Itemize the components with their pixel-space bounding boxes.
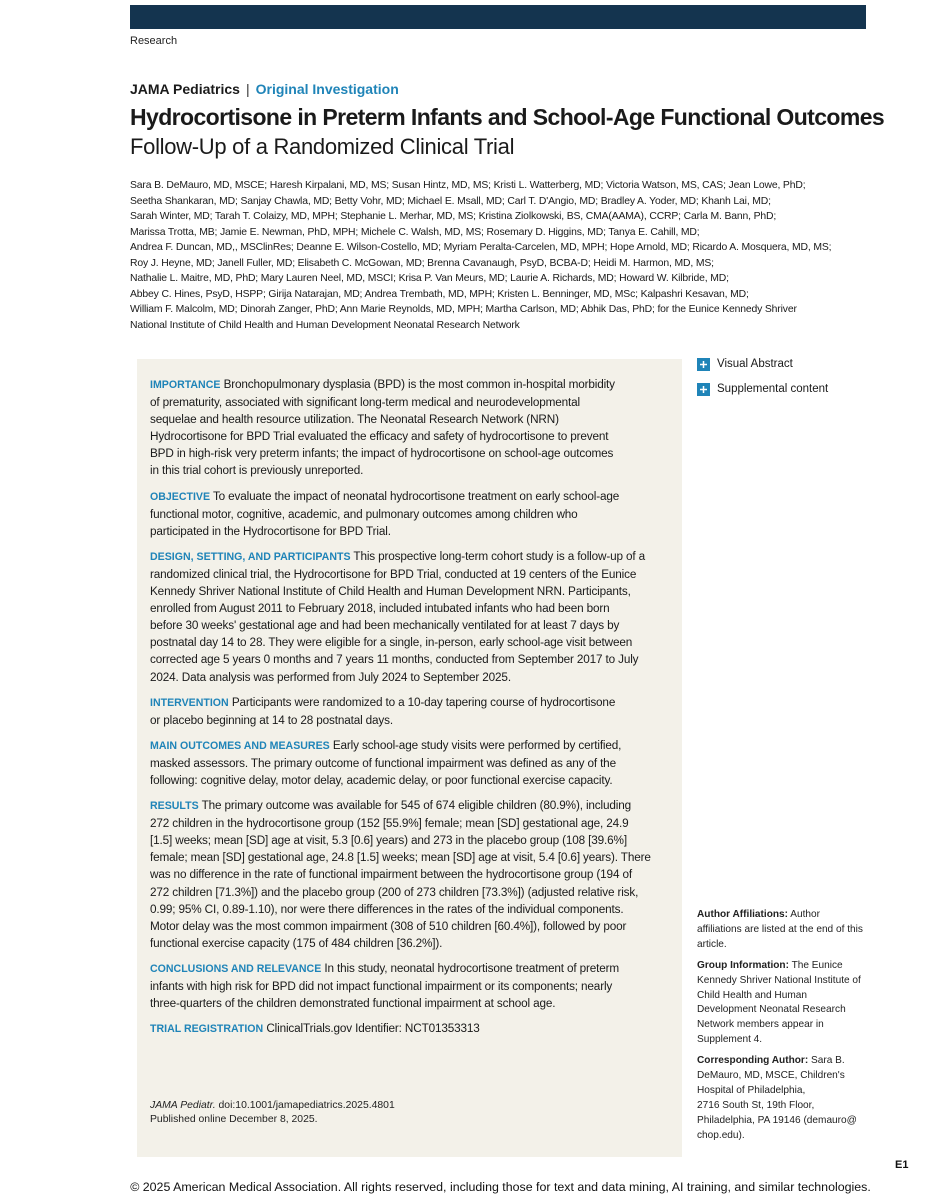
abstract-line — [150, 960, 670, 978]
abstract-heading: DESIGN, SETTING, AND PARTICIPANTS — [150, 550, 351, 563]
abstract-line: before 30 weeks' gestational age and had been mechanically ventilated for at least 7 days by — [150, 619, 620, 633]
abstract-box — [137, 359, 682, 1157]
abstract-line — [150, 488, 670, 506]
note-line — [697, 908, 869, 923]
note-label: Author Affiliations: — [697, 909, 789, 920]
abstract-line: or placebo beginning at 14 to 28 postnatal days. — [150, 713, 393, 727]
abstract-text: Early school-age study visits were performed by certified, — [332, 738, 622, 752]
abstract-line — [150, 694, 670, 712]
abstract-line — [150, 548, 670, 566]
citation-journal: JAMA Pediatr. — [150, 1100, 216, 1111]
abstract-body — [150, 376, 670, 1046]
abstract-line: randomized clinical trial, the Hydrocortisone for BPD Trial, conducted at 19 centers of the Eunice — [150, 567, 637, 581]
note-line — [697, 959, 869, 974]
note-line: Hospital of Philadelphia, — [697, 1084, 806, 1096]
author-line: Sarah Winter, MD; Tarah T. Colaizy, MD, MPH; Stephanie L. Merhar, MD, MS; Kristina Ziolkowski, BS, CMA(AAMA), CCRP; Carla M. Bann, PhD; — [130, 211, 777, 223]
abstract-text[interactable]: ClinicalTrials.gov Identifier: NCT01353313 — [266, 1022, 480, 1036]
citation — [150, 1099, 395, 1127]
abstract-line: sequelae and health resource utilization. The Neonatal Research Network (NRN) — [150, 413, 559, 427]
author-line: Andrea F. Duncan, MD,, MSClinRes; Deanne E. Wilson-Costello, MD; Myriam Peralta-Carcelen, MD, MPH; Hope Arnold, MD; Ricardo A. Mosquera, MD, MS; — [130, 242, 832, 254]
abstract-line: functional motor, cognitive, academic, and pulmonary outcomes among children who — [150, 507, 578, 521]
side-links — [697, 356, 828, 406]
abstract-text: Participants were randomized to a 10-day tapering course of hydrocortisone — [231, 695, 616, 709]
abstract-line: postnatal day 14 to 28. They were eligible for a single, in-person, early school-age visit between — [150, 636, 633, 650]
note-line: Philadelphia, PA 19146 (demauro@ — [697, 1114, 857, 1126]
abstract-line: 272 children in the hydrocortisone group (152 [55.9%] female; mean [SD] gestational age, 24.9 — [150, 817, 629, 831]
note-line: DeMauro, MD, MSCE, Children's — [697, 1070, 845, 1082]
header-bar — [130, 5, 866, 29]
note-line: 2716 South St, 19th Floor, — [697, 1099, 815, 1111]
note-label: Corresponding Author: — [697, 1055, 809, 1067]
abstract-line — [150, 1020, 670, 1038]
article-title: Hydrocortisone in Preterm Infants and School-Age Functional Outcomes — [130, 104, 885, 130]
abstract-line — [150, 737, 670, 755]
group-information-note — [697, 959, 869, 1048]
citation-doi-line — [150, 1099, 395, 1113]
abstract-line: masked assessors. The primary outcome of functional impairment was defined as any of the — [150, 756, 616, 770]
abstract-line: Hydrocortisone for BPD Trial evaluated the efficacy and safety of hydrocortisone to prevent — [150, 430, 609, 444]
author-line: Seetha Shankaran, MD; Sanjay Chawla, MD; Betty Vohr, MD; Michael E. Msall, MD; Carl T. D'Angio, MD; Bradley A. Yoder, MD; Khanh Lai, MD; — [130, 195, 771, 207]
abstract-text: The primary outcome was available for 545 of 674 eligible children (80.9%), including — [201, 799, 631, 813]
author-line: National Institute of Child Health and Human Development Neonatal Research Network — [130, 319, 520, 331]
abstract-objective — [150, 488, 670, 540]
abstract-line: participated in the Hydrocortisone for BPD Trial. — [150, 524, 391, 538]
note-text: Sara B. — [811, 1055, 845, 1067]
note-text: The Eunice — [791, 959, 843, 971]
note-line: affiliations are listed at the end of this — [697, 923, 863, 935]
journal-line — [130, 81, 399, 97]
abstract-results — [150, 797, 670, 952]
abstract-outcomes — [150, 737, 670, 789]
author-line: Sara B. DeMauro, MD, MSCE; Haresh Kirpalani, MD, MS; Susan Hintz, MD, MS; Kristi L. Watterberg, MD; Victoria Watson, MS, CAS; Jean Lowe, PhD; — [130, 180, 806, 191]
note-line: Kennedy Shriver National Institute of — [697, 974, 861, 986]
journal-separator: | — [245, 81, 250, 97]
note-text: Author — [790, 909, 821, 920]
abstract-line: functional exercise capacity (175 of 484 children [36.2%]). — [150, 936, 443, 950]
abstract-heading: INTERVENTION — [150, 696, 229, 709]
abstract-line: Kennedy Shriver National Institute of Child Health and Human Development NRN. Participants, — [150, 585, 631, 599]
abstract-line: following: cognitive delay, motor delay, academic delay, or poor functional exercise capacity. — [150, 773, 613, 787]
abstract-heading: TRIAL REGISTRATION — [150, 1023, 264, 1036]
supplemental-content-label: Supplemental content — [717, 383, 829, 395]
abstract-registration — [150, 1020, 670, 1038]
abstract-line: infants with high risk for BPD did not impact functional impairment or its components; nearly — [150, 980, 613, 993]
abstract-line — [150, 376, 670, 394]
visual-abstract-label: Visual Abstract — [717, 358, 793, 370]
copyright-notice: © 2025 American Medical Association. All rights reserved, including those for text and data mining, AI training, and similar technologies. — [130, 1180, 871, 1194]
abstract-heading: RESULTS — [150, 800, 199, 813]
abstract-importance — [150, 376, 670, 480]
author-line: Nathalie L. Maitre, MD, PhD; Mary Lauren Neel, MD, MSCI; Krisa P. Van Meurs, MD; Laurie A. Richards, MD; Howard W. Kilbride, MD; — [130, 273, 729, 285]
note-line — [697, 1054, 869, 1069]
article-subtitle: Follow-Up of a Randomized Clinical Trial — [130, 134, 515, 159]
abstract-intervention — [150, 694, 670, 729]
note-label: Group Information: — [697, 959, 789, 971]
abstract-line: was no difference in the rate of functional impairment between the hydrocortisone group (194 of — [150, 868, 632, 882]
citation-doi[interactable]: doi:10.1001/jamapediatrics.2025.4801 — [218, 1100, 395, 1111]
abstract-conclusions — [150, 960, 670, 1012]
visual-abstract-link[interactable] — [697, 356, 828, 372]
abstract-heading: OBJECTIVE — [150, 490, 211, 503]
note-line: Supplement 4. — [697, 1034, 763, 1046]
note-line: Child Health and Human — [697, 989, 807, 1001]
abstract-line — [150, 797, 670, 815]
abstract-line: 0.99; 95% CI, 0.89-1.10), nor were there differences in the rates of the individual components. — [150, 902, 624, 916]
abstract-line: female; mean [SD] gestational age, 24.8 [1.5] weeks; mean [SD] age at visit, 5.4 [0.6] years). There — [150, 851, 651, 865]
abstract-line: 2024. Data analysis was performed from July 2024 to September 2025. — [150, 670, 511, 684]
abstract-line: BPD in high-risk very preterm infants; the impact of hydrocortisone on school-age outcomes — [150, 447, 614, 461]
corresponding-author-note — [697, 1054, 869, 1143]
abstract-line: Motor delay was the most common impairment (308 of 510 children [60.4%]), followed by poor — [150, 919, 627, 933]
abstract-line: three-quarters of the children demonstrated functional impairment at school age. — [150, 997, 556, 1011]
article-type: Original Investigation — [255, 81, 399, 97]
abstract-text: This prospective long-term cohort study is a follow-up of a — [353, 549, 645, 563]
plus-box-icon — [697, 358, 710, 371]
abstract-heading: IMPORTANCE — [150, 379, 221, 391]
plus-box-icon — [697, 383, 710, 396]
author-line: Marissa Trotta, MB; Jamie E. Newman, PhD, MPH; Michele C. Walsh, MD, MS; Rosemary D. Higgins, MD; Tanya E. Cahill, MD; — [130, 226, 700, 238]
abstract-line: 272 children [71.3%]) and the placebo group (200 of 273 children [73.3%]) (adjusted relative risk, — [150, 885, 639, 899]
author-line: William F. Malcolm, MD; Dinorah Zanger, PhD; Ann Marie Reynolds, MD, MPH; Martha Carlson, MD; Abhik Das, PhD; for the Eunice Kennedy Shriver — [130, 304, 797, 316]
author-list — [130, 178, 870, 333]
abstract-line: [1.5] weeks; mean [SD] age at visit, 5.3 [0.6] years) and 273 in the placebo group (108 [39.6%] — [150, 834, 627, 848]
note-line: Network members appear in — [697, 1019, 824, 1031]
abstract-text: Bronchopulmonary dysplasia (BPD) is the most common in-hospital morbidity — [223, 378, 615, 391]
abstract-text: In this study, neonatal hydrocortisone treatment of preterm — [324, 961, 620, 975]
note-line: chop.edu). — [697, 1129, 745, 1141]
abstract-heading: MAIN OUTCOMES AND MEASURES — [150, 739, 330, 752]
side-notes — [697, 908, 869, 1150]
abstract-heading: CONCLUSIONS AND RELEVANCE — [150, 962, 322, 975]
abstract-line: in this trial cohort is previously unreported. — [150, 464, 364, 478]
abstract-line: of prematurity, associated with significant long-term medical and neurodevelopmental — [150, 396, 580, 410]
author-line: Roy J. Heyne, MD; Janell Fuller, MD; Elisabeth C. McGowan, MD; Brenna Cavanaugh, PsyD, BCBA-D; Heidi M. Harmon, MD, MS; — [130, 257, 714, 269]
author-affiliations-note — [697, 908, 869, 953]
note-line: Development Neonatal Research — [697, 1004, 846, 1016]
abstract-line: enrolled from August 2011 to February 2018, included intubated infants who had been born — [150, 602, 610, 616]
section-label: Research — [130, 35, 178, 47]
citation-published: Published online December 8, 2025. — [150, 1114, 318, 1125]
author-line: Abbey C. Hines, PsyD, HSPP; Girija Natarajan, MD; Andrea Trembath, MD, MPH; Kristen L. Benninger, MD, MSc; Kalpashri Kesavan, MD; — [130, 288, 749, 300]
journal-name: JAMA Pediatrics — [130, 81, 240, 97]
abstract-text: To evaluate the impact of neonatal hydrocortisone treatment on early school-age — [212, 489, 620, 503]
page-number: E1 — [895, 1159, 909, 1171]
note-line: article. — [697, 938, 727, 950]
abstract-line: corrected age 5 years 0 months and 7 years 11 months, conducted from September 2017 to July — [150, 653, 639, 667]
supplemental-content-link[interactable] — [697, 381, 828, 397]
abstract-design — [150, 548, 670, 686]
